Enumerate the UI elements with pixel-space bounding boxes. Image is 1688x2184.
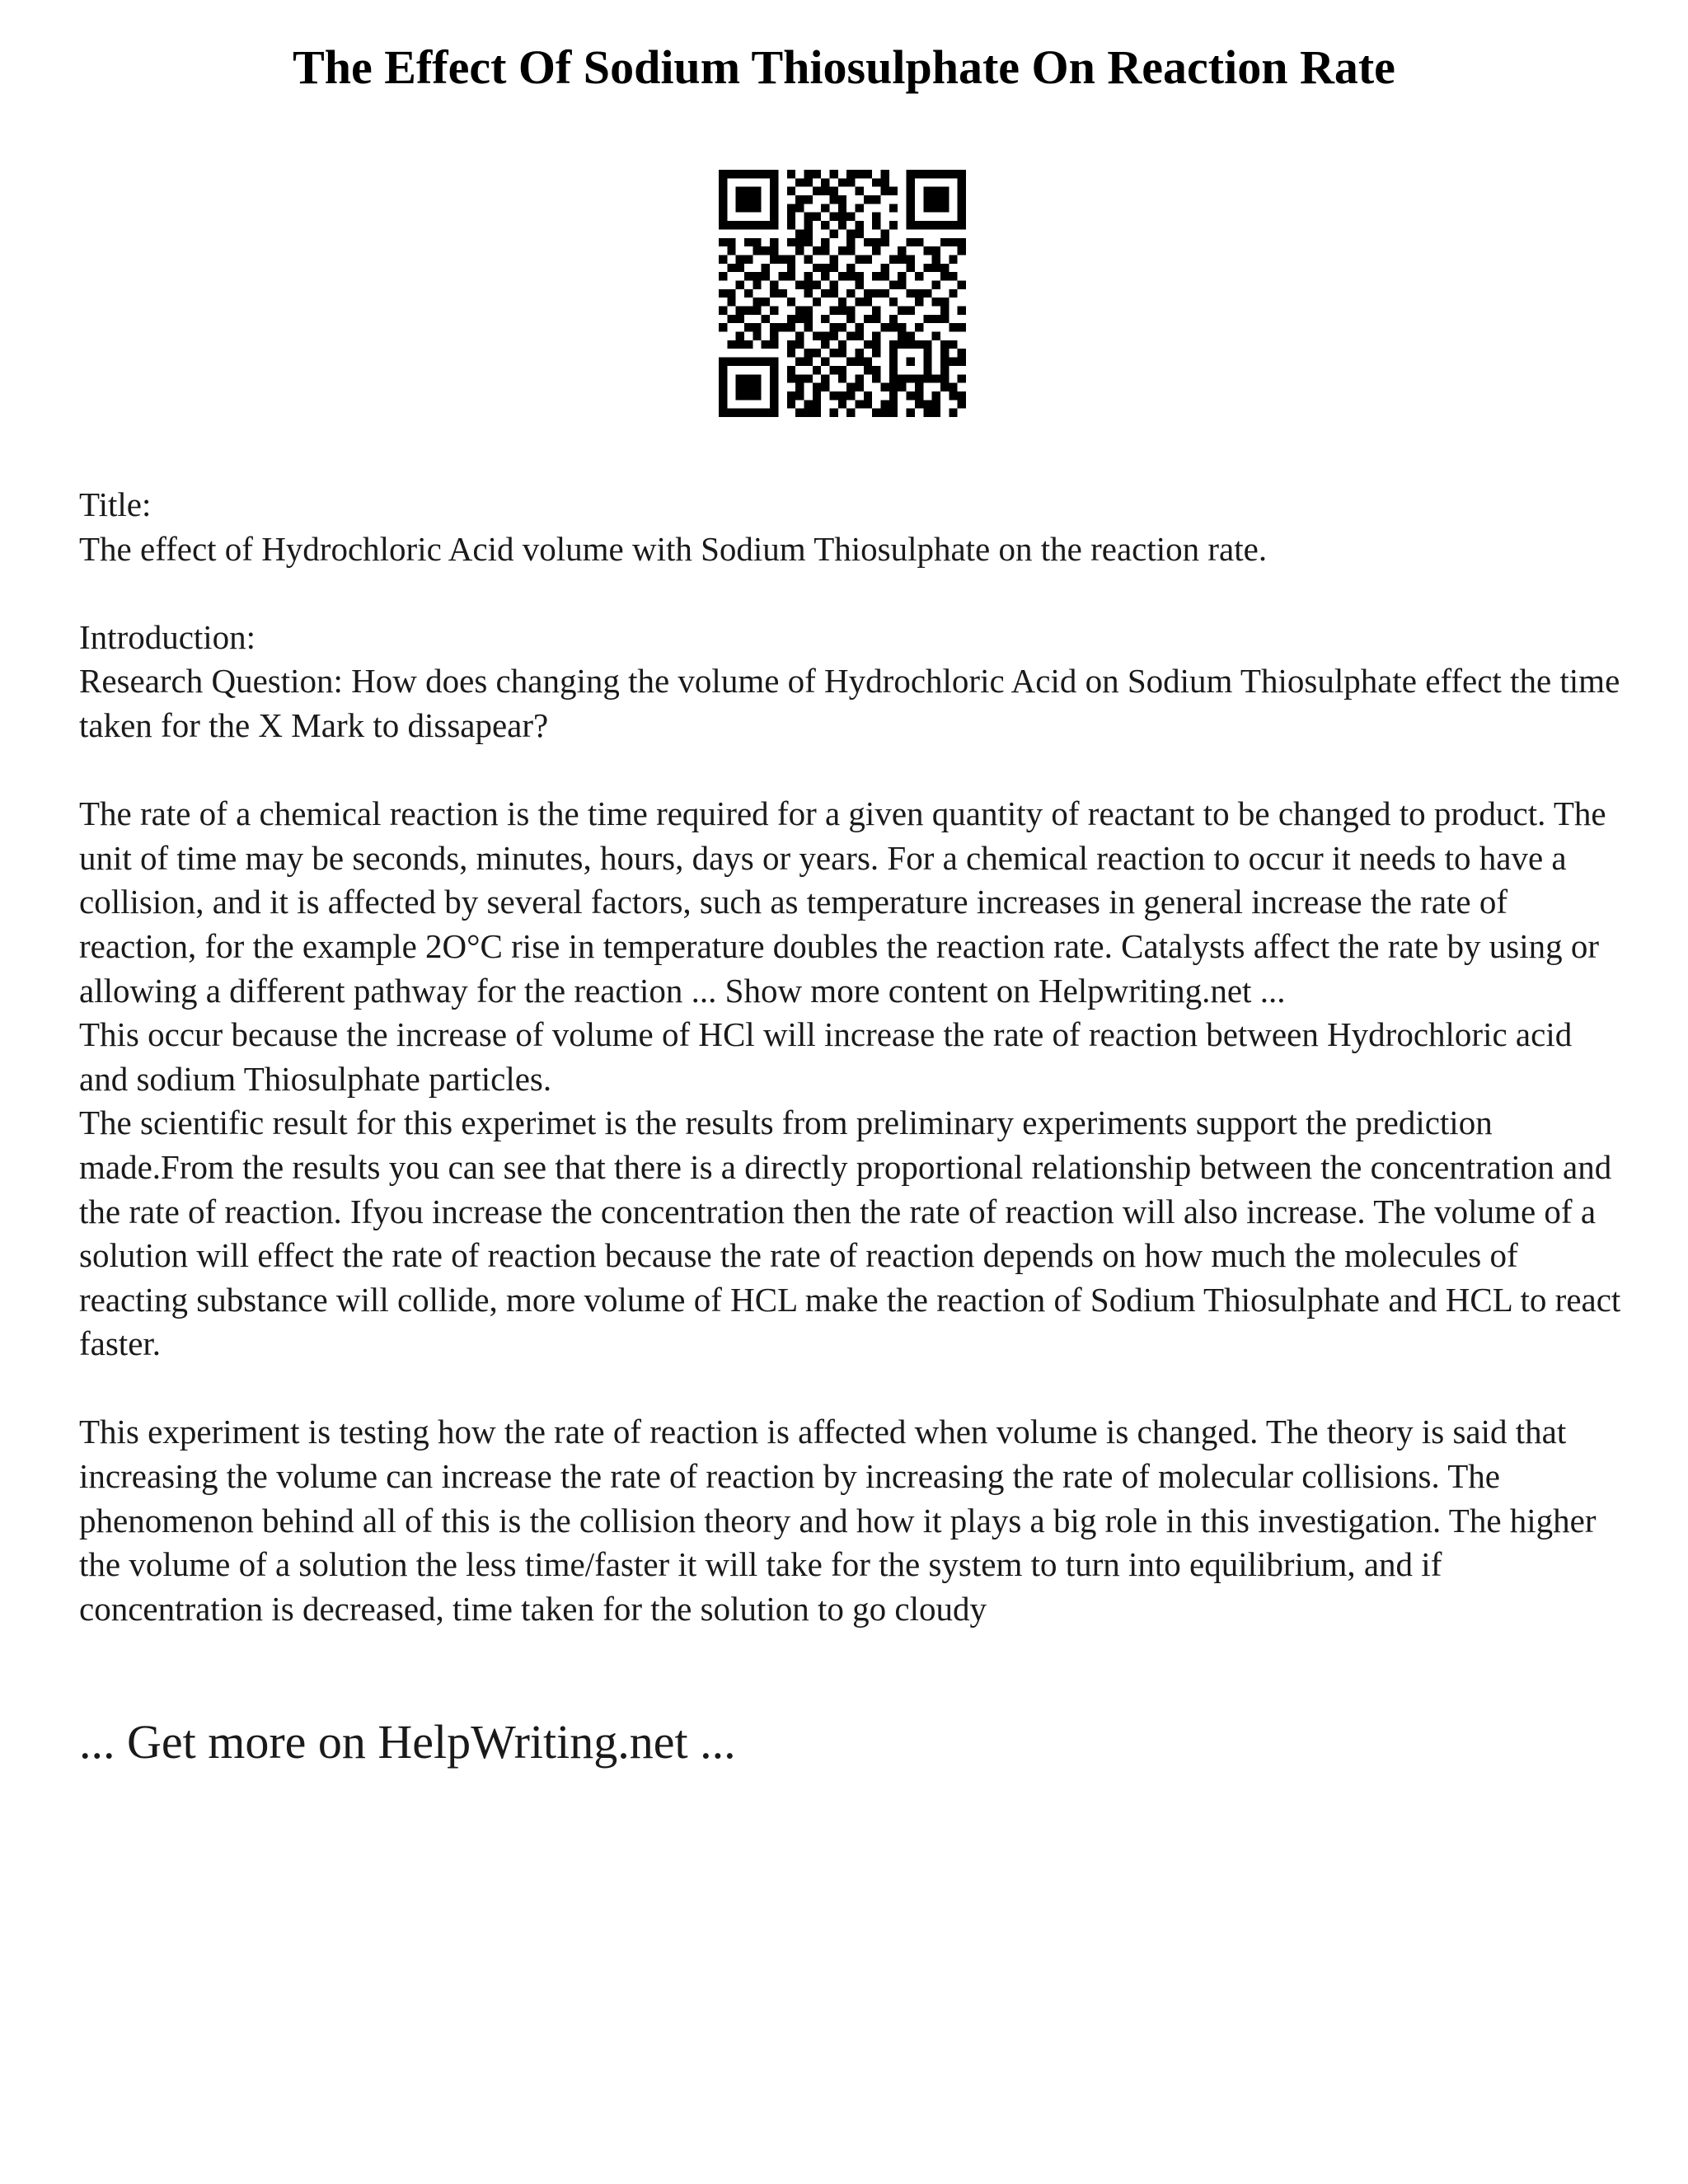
research-question: Research Question: How does changing the volume of Hydrochloric Acid on Sodium Thiosulphate effect the time taken for the X Mark to dissapear? <box>79 662 1620 744</box>
page-title: The Effect Of Sodium Thiosulphate On Reaction Rate <box>293 40 1395 94</box>
paragraph-experiment-theory: This experiment is testing how the rate of reaction is affected when volume is changed. The theory is said that increasing the volume can increase the rate of reaction by increasing the rate of molecular collisions. The phenomenon behind all of this is the collision theory and how it plays a big role in this investigation. The higher the volume of a solution the less time/faster it will take for the system to turn into equilibrium, and if concentration is decreased, time taken for the solution to go cloudy <box>79 1413 1597 1628</box>
paragraph-rate-definition: The rate of a chemical reaction is the time required for a given quantity of reactant to be changed to product. The unit of time may be seconds, minutes, hours, days or years. For a chemical reaction to occur it needs to have a collision, and it is affected by several factors, such as temperature increases in general increase the rate of reaction, for the example 2O°C rise in temperature doubles the reaction rate. Catalysts affect the rate by using or allowing a different pathway for the reaction ... Show more content on Helpwriting.net ... <box>79 794 1606 1010</box>
introduction-label: Introduction: <box>79 617 256 656</box>
document-body <box>79 483 1629 1631</box>
qr-code-icon[interactable] <box>719 170 966 417</box>
paragraph-scientific-result: The scientific result for this experimet is the results from preliminary experiments support the prediction made.From the results you can see that there is a directly proportional relationship between the concentration and the rate of reaction. Ifyou increase the concentration then the rate of reaction will also increase. The volume of a solution will effect the rate of reaction because the rate of reaction depends on how much the molecules of reacting substance will collide, more volume of HCL make the reaction of Sodium Thiosulphate and HCL to react faster. <box>79 1104 1621 1363</box>
title-label: Title: <box>79 485 152 523</box>
paragraph-hcl-volume: This occur because the increase of volume of HCl will increase the rate of reaction between Hydrochloric acid and sodium Thiosulphate particles. <box>79 1015 1573 1098</box>
title-text: The effect of Hydrochloric Acid volume with Sodium Thiosulphate on the reaction rate. <box>79 529 1268 568</box>
get-more-link[interactable]: ... Get more on HelpWriting.net ... <box>79 1715 736 1769</box>
